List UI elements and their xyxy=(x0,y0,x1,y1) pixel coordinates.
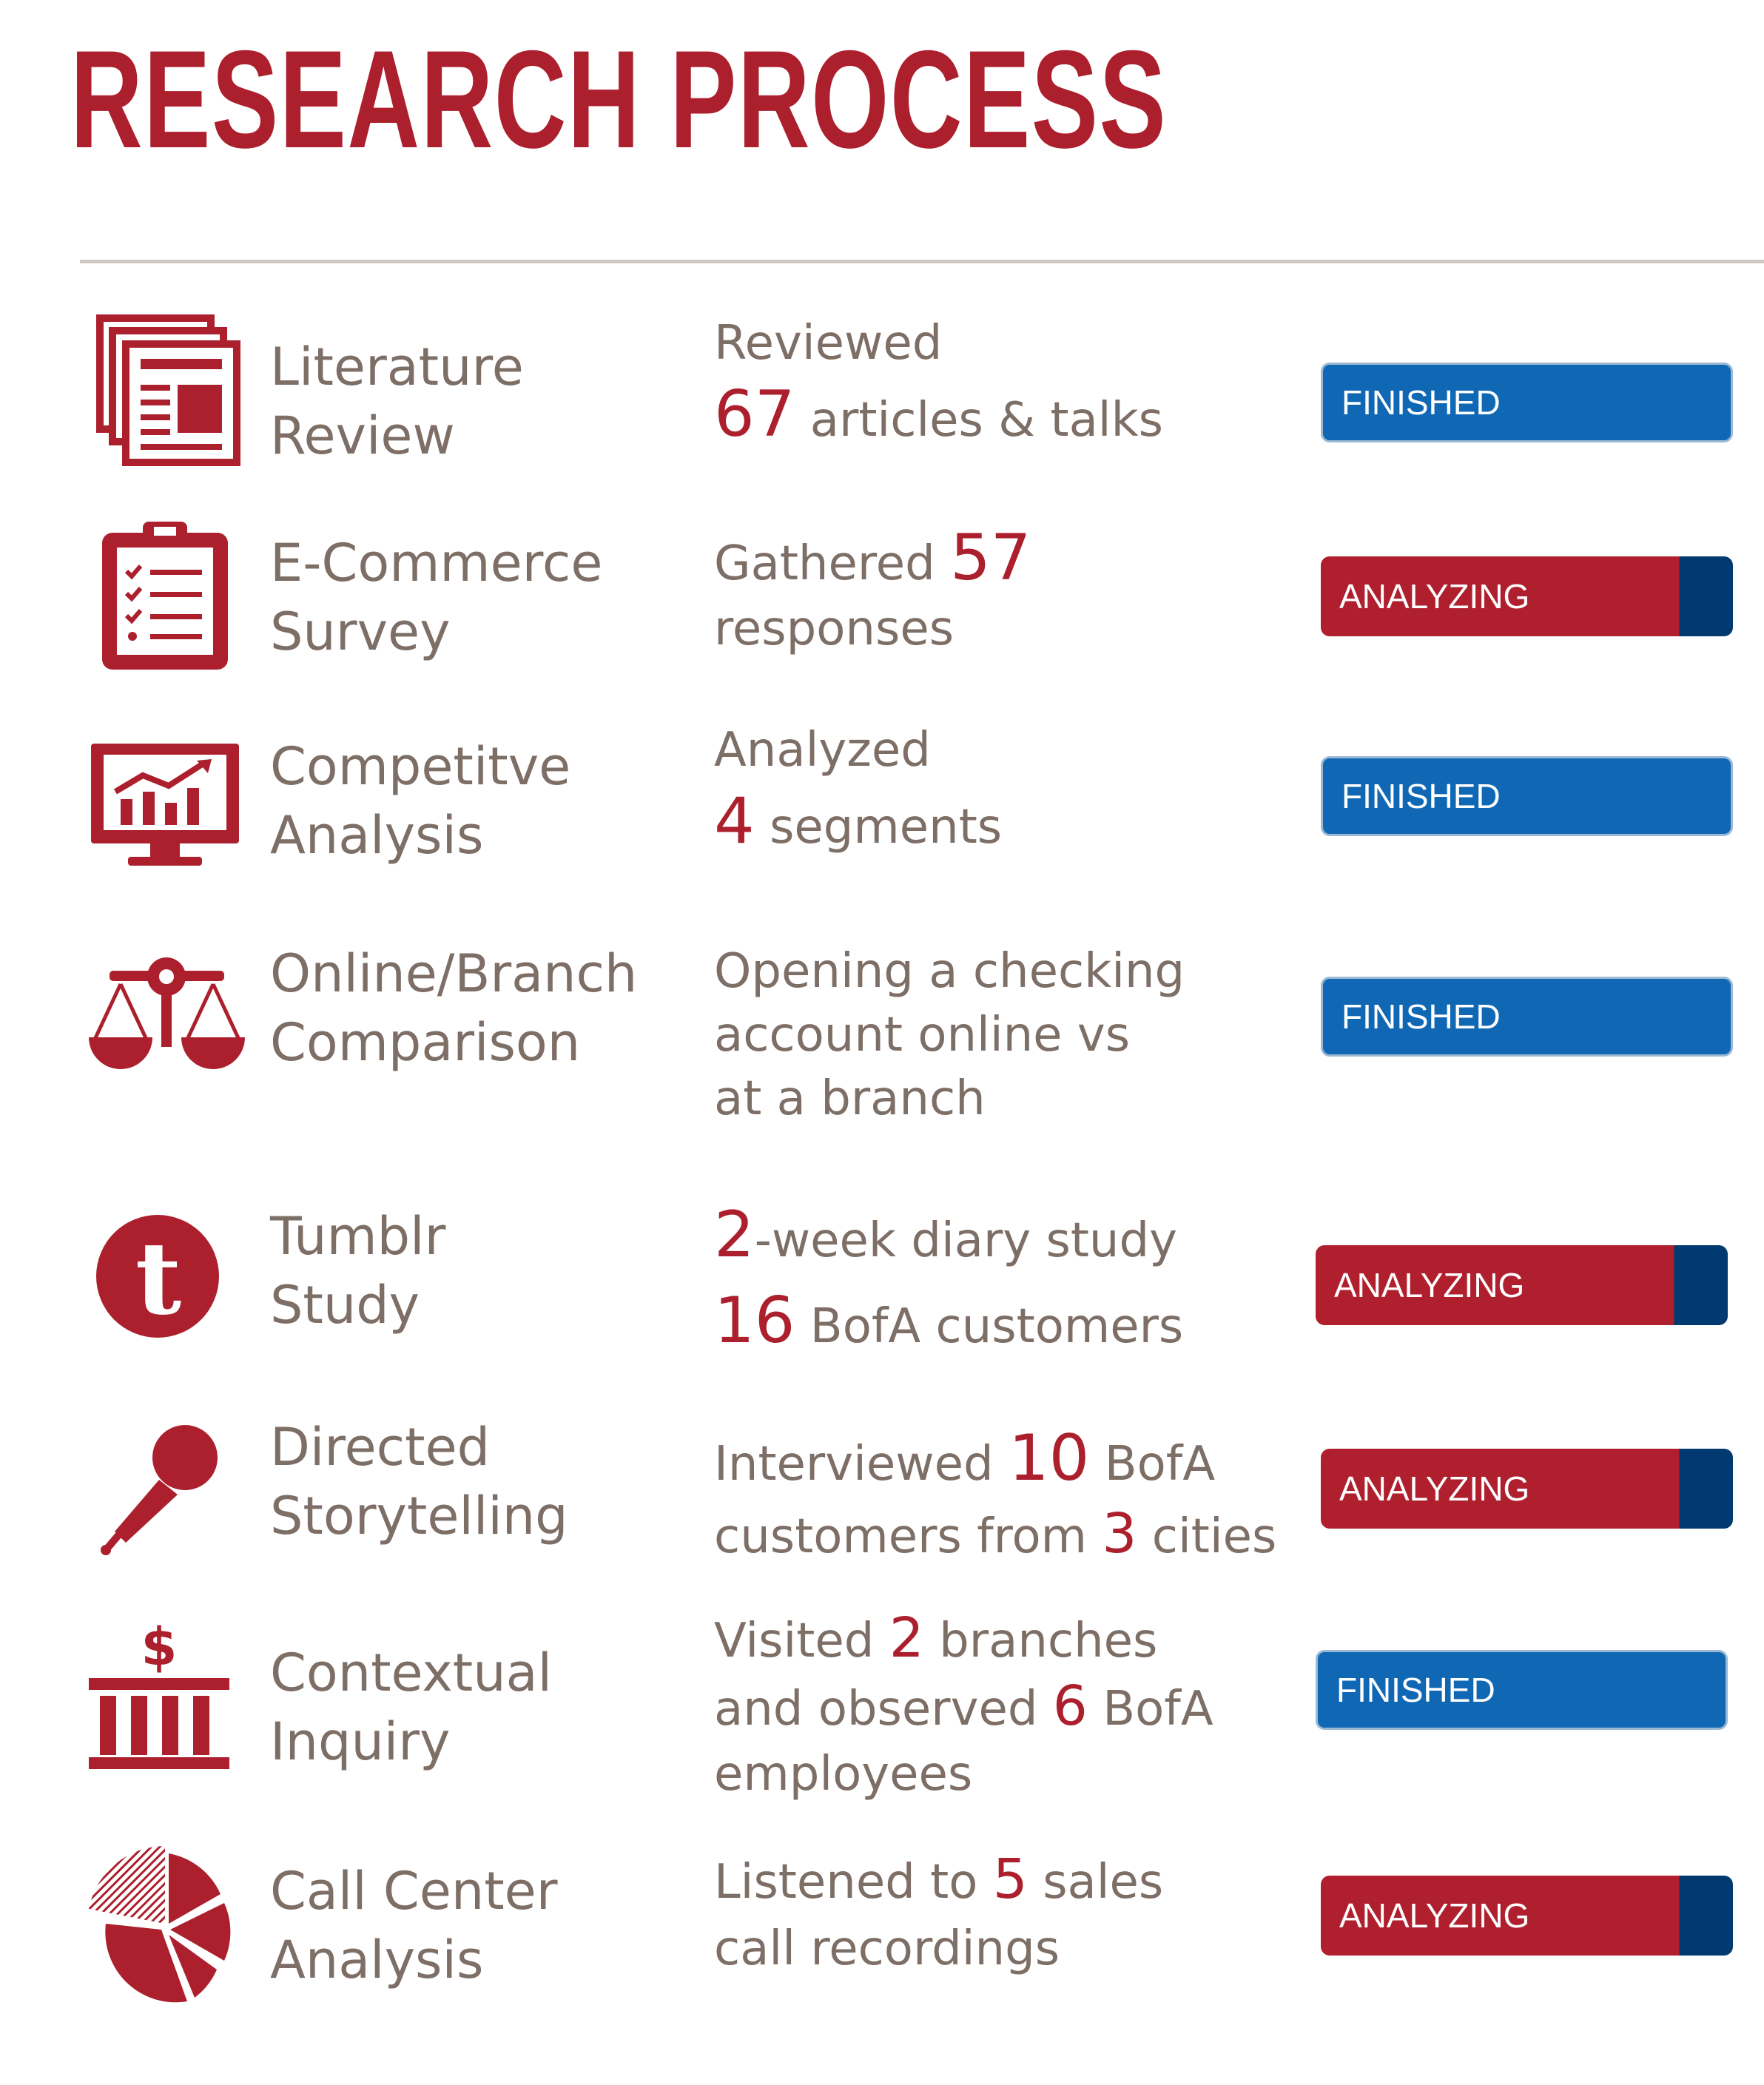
tumblr-icon xyxy=(95,1213,220,1339)
row-title-line: Tumblr xyxy=(270,1206,446,1267)
clipboard-icon xyxy=(98,518,232,673)
row-desc-line: Gathered 57 xyxy=(714,521,1031,595)
status-badge: ANALYZING xyxy=(1321,556,1733,636)
row-directed-storytelling xyxy=(0,1413,1764,1591)
highlight-number: 57 xyxy=(950,521,1031,595)
row-desc-line: 2-week diary study xyxy=(714,1198,1177,1272)
highlight-number: 16 xyxy=(714,1284,795,1358)
row-desc-line: Interviewed 10 BofA xyxy=(714,1421,1216,1495)
documents-icon xyxy=(96,314,240,466)
row-desc-line: 16 BofA customers xyxy=(714,1284,1184,1358)
row-competitive-analysis xyxy=(0,718,1764,888)
status-badge: ANALYZING xyxy=(1321,1449,1733,1529)
row-title-line: Storytelling xyxy=(270,1486,568,1546)
status-badge: FINISHED xyxy=(1316,1650,1728,1730)
status-badge: FINISHED xyxy=(1321,363,1733,442)
row-tumblr-study xyxy=(0,1198,1764,1372)
row-call-center xyxy=(0,1842,1764,2027)
row-desc-line: responses xyxy=(714,602,955,656)
row-title-line: Competitve xyxy=(270,736,571,797)
status-badge: ANALYZING xyxy=(1321,1876,1733,1956)
status-badge: FINISHED xyxy=(1321,756,1733,836)
highlight-number: 6 xyxy=(1052,1674,1088,1738)
highlight-number: 3 xyxy=(1102,1502,1137,1566)
row-desc-line: account online vs xyxy=(714,1008,1131,1062)
page-title: RESEARCH PROCESS xyxy=(70,21,1168,177)
bank-icon xyxy=(85,1613,233,1772)
row-desc-line: Reviewed xyxy=(714,316,943,371)
highlight-number: 10 xyxy=(1008,1421,1090,1495)
row-contextual-inquiry xyxy=(0,1606,1764,1813)
row-desc-line: 67 articles & talks xyxy=(714,377,1163,451)
highlight-number: 2 xyxy=(714,1198,755,1272)
row-title-line: Analysis xyxy=(270,1930,484,1990)
row-title-line: Survey xyxy=(270,602,451,662)
row-desc-line: Listened to 5 sales xyxy=(714,1847,1164,1911)
row-desc-line: at a branch xyxy=(714,1071,986,1126)
highlight-number: 4 xyxy=(714,784,755,858)
row-title-line: Literature xyxy=(270,337,524,397)
highlight-number: 2 xyxy=(889,1606,924,1670)
microphone-icon xyxy=(100,1421,222,1557)
row-title-line: Comparison xyxy=(270,1012,581,1073)
row-title-line: Online/Branch xyxy=(270,943,638,1004)
svg-text:$: $ xyxy=(141,1617,178,1677)
row-desc-line: and observed 6 BofA xyxy=(714,1674,1213,1738)
status-badge: ANALYZING xyxy=(1316,1245,1728,1325)
row-title-line: Study xyxy=(270,1275,420,1335)
row-literature-review xyxy=(0,311,1764,481)
row-title-line: Review xyxy=(270,405,455,466)
row-online-branch xyxy=(0,940,1764,1147)
status-badge: FINISHED xyxy=(1321,977,1733,1057)
svg-text:t: t xyxy=(135,1219,182,1337)
row-desc-line: Analyzed xyxy=(714,723,931,778)
row-desc-line: employees xyxy=(714,1747,973,1802)
row-title-line: Analysis xyxy=(270,805,484,866)
scales-icon xyxy=(87,954,246,1073)
row-desc-line: Visited 2 branches xyxy=(714,1606,1158,1670)
highlight-number: 5 xyxy=(992,1847,1028,1911)
row-desc-line: call recordings xyxy=(714,1921,1060,1976)
row-title-line: E-Commerce xyxy=(270,533,603,593)
row-ecommerce-survey xyxy=(0,518,1764,681)
row-desc-line: customers from 3 cities xyxy=(714,1502,1277,1566)
row-title-line: Call Center xyxy=(270,1861,558,1921)
highlight-number: 67 xyxy=(714,377,795,451)
row-desc-line: 4 segments xyxy=(714,784,1003,858)
row-title-line: Inquiry xyxy=(270,1711,451,1772)
divider xyxy=(80,260,1764,263)
row-title-line: Contextual xyxy=(270,1643,552,1703)
monitor-chart-icon xyxy=(87,740,243,869)
row-title-line: Directed xyxy=(270,1417,491,1478)
row-desc-line: Opening a checking xyxy=(714,944,1185,999)
pie-chart-icon xyxy=(87,1842,235,2009)
